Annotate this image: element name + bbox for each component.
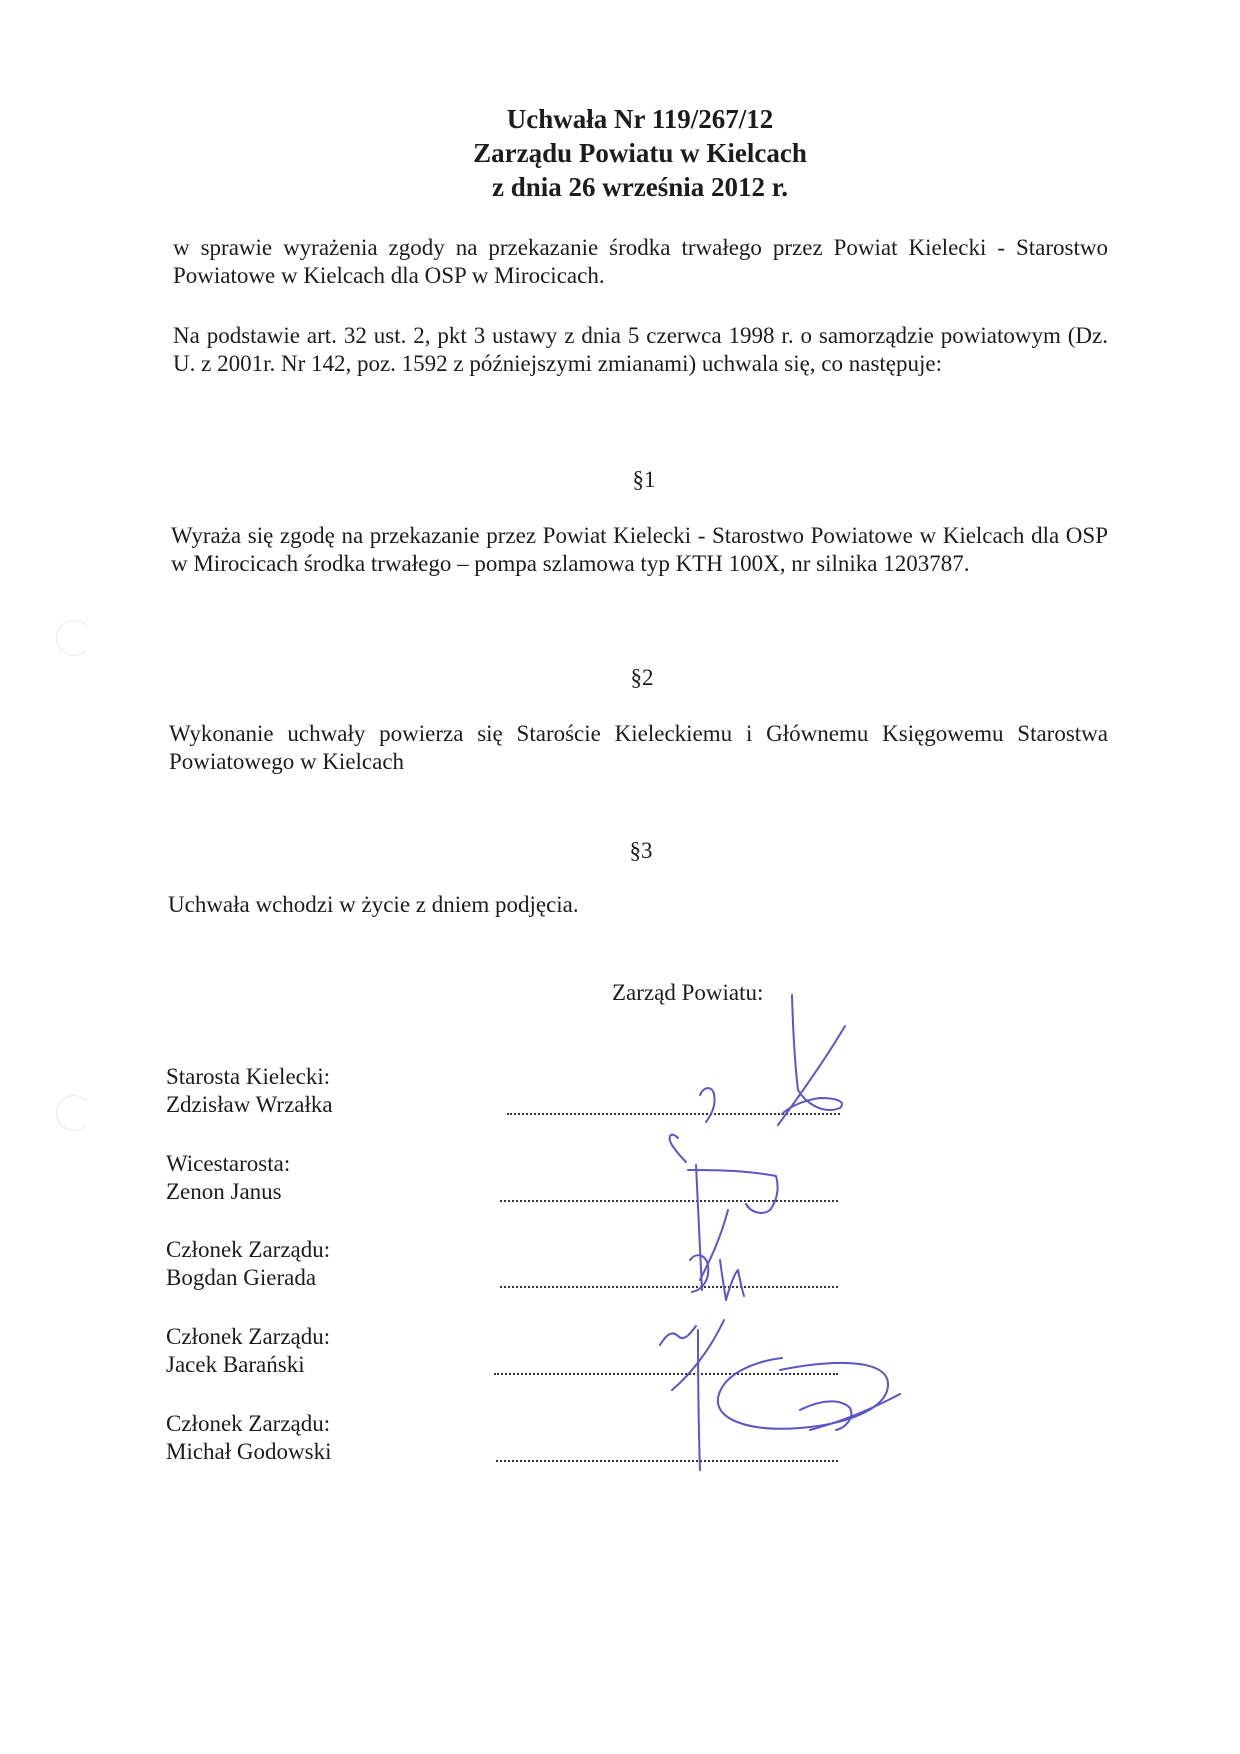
section-1-mark: §1 (632, 467, 656, 492)
subject-paragraph: w sprawie wyrażenia zgody na przekazanie środka trwałego przez Powiat Kielecki - Starostwo Powiatowe w Kielcach dla OSP w Mirocicach. (173, 235, 1108, 288)
title-body: Zarządu Powiatu w Kielcach (473, 138, 807, 168)
title-date: z dnia 26 września 2012 r. (492, 172, 788, 202)
member-name: Michał Godowski (166, 1439, 332, 1464)
member-name: Zenon Janus (166, 1179, 282, 1204)
title-number: Uchwała Nr 119/267/12 (506, 104, 774, 134)
member-role: Członek Zarządu: (166, 1411, 331, 1436)
resolution-title (0, 102, 1240, 204)
member-name: Zdzisław Wrzałka (166, 1092, 333, 1117)
member-role: Wicestarosta: (166, 1151, 291, 1176)
section-2-text: Wykonanie uchwały powierza się Staroście Kieleckiemu i Głównemu Księgowemu Starostwa Powiatowego w Kielcach (169, 721, 1108, 774)
member-starosta (166, 1063, 333, 1119)
member-role: Członek Zarządu: (166, 1324, 331, 1349)
member-role: Członek Zarządu: (166, 1237, 331, 1262)
section-2-mark: §2 (630, 665, 654, 690)
board-label: Zarząd Powiatu: (612, 980, 764, 1005)
punch-hole-mark (56, 1095, 92, 1131)
section-3-text: Uchwała wchodzi w życie z dniem podjęcia. (168, 892, 579, 917)
member-name: Jacek Barański (166, 1352, 305, 1377)
member-czlonek-3 (166, 1410, 331, 1466)
section-3-mark: §3 (629, 838, 653, 863)
member-czlonek-1 (166, 1236, 330, 1292)
section-1-text: Wyraża się zgodę na przekazanie przez Powiat Kielecki - Starostwo Powiatowe w Kielcach dla OSP w Mirocicach środka trwałego – pompa szlamowa typ KTH 100X, nr silnika 1203787. (171, 523, 1108, 576)
member-name: Bogdan Gierada (166, 1265, 317, 1290)
member-role: Starosta Kielecki: (166, 1064, 331, 1089)
member-czlonek-2 (166, 1323, 330, 1379)
handwritten-signatures (600, 990, 940, 1490)
member-wicestarosta (166, 1150, 290, 1206)
punch-hole-mark (56, 620, 92, 656)
legal-basis-paragraph: Na podstawie art. 32 ust. 2, pkt 3 ustawy z dnia 5 czerwca 1998 r. o samorządzie powiatowym (Dz. U. z 2001r. Nr 142, poz. 1592 z późniejszymi zmianami) uchwala się, co następuje: (173, 323, 1108, 376)
